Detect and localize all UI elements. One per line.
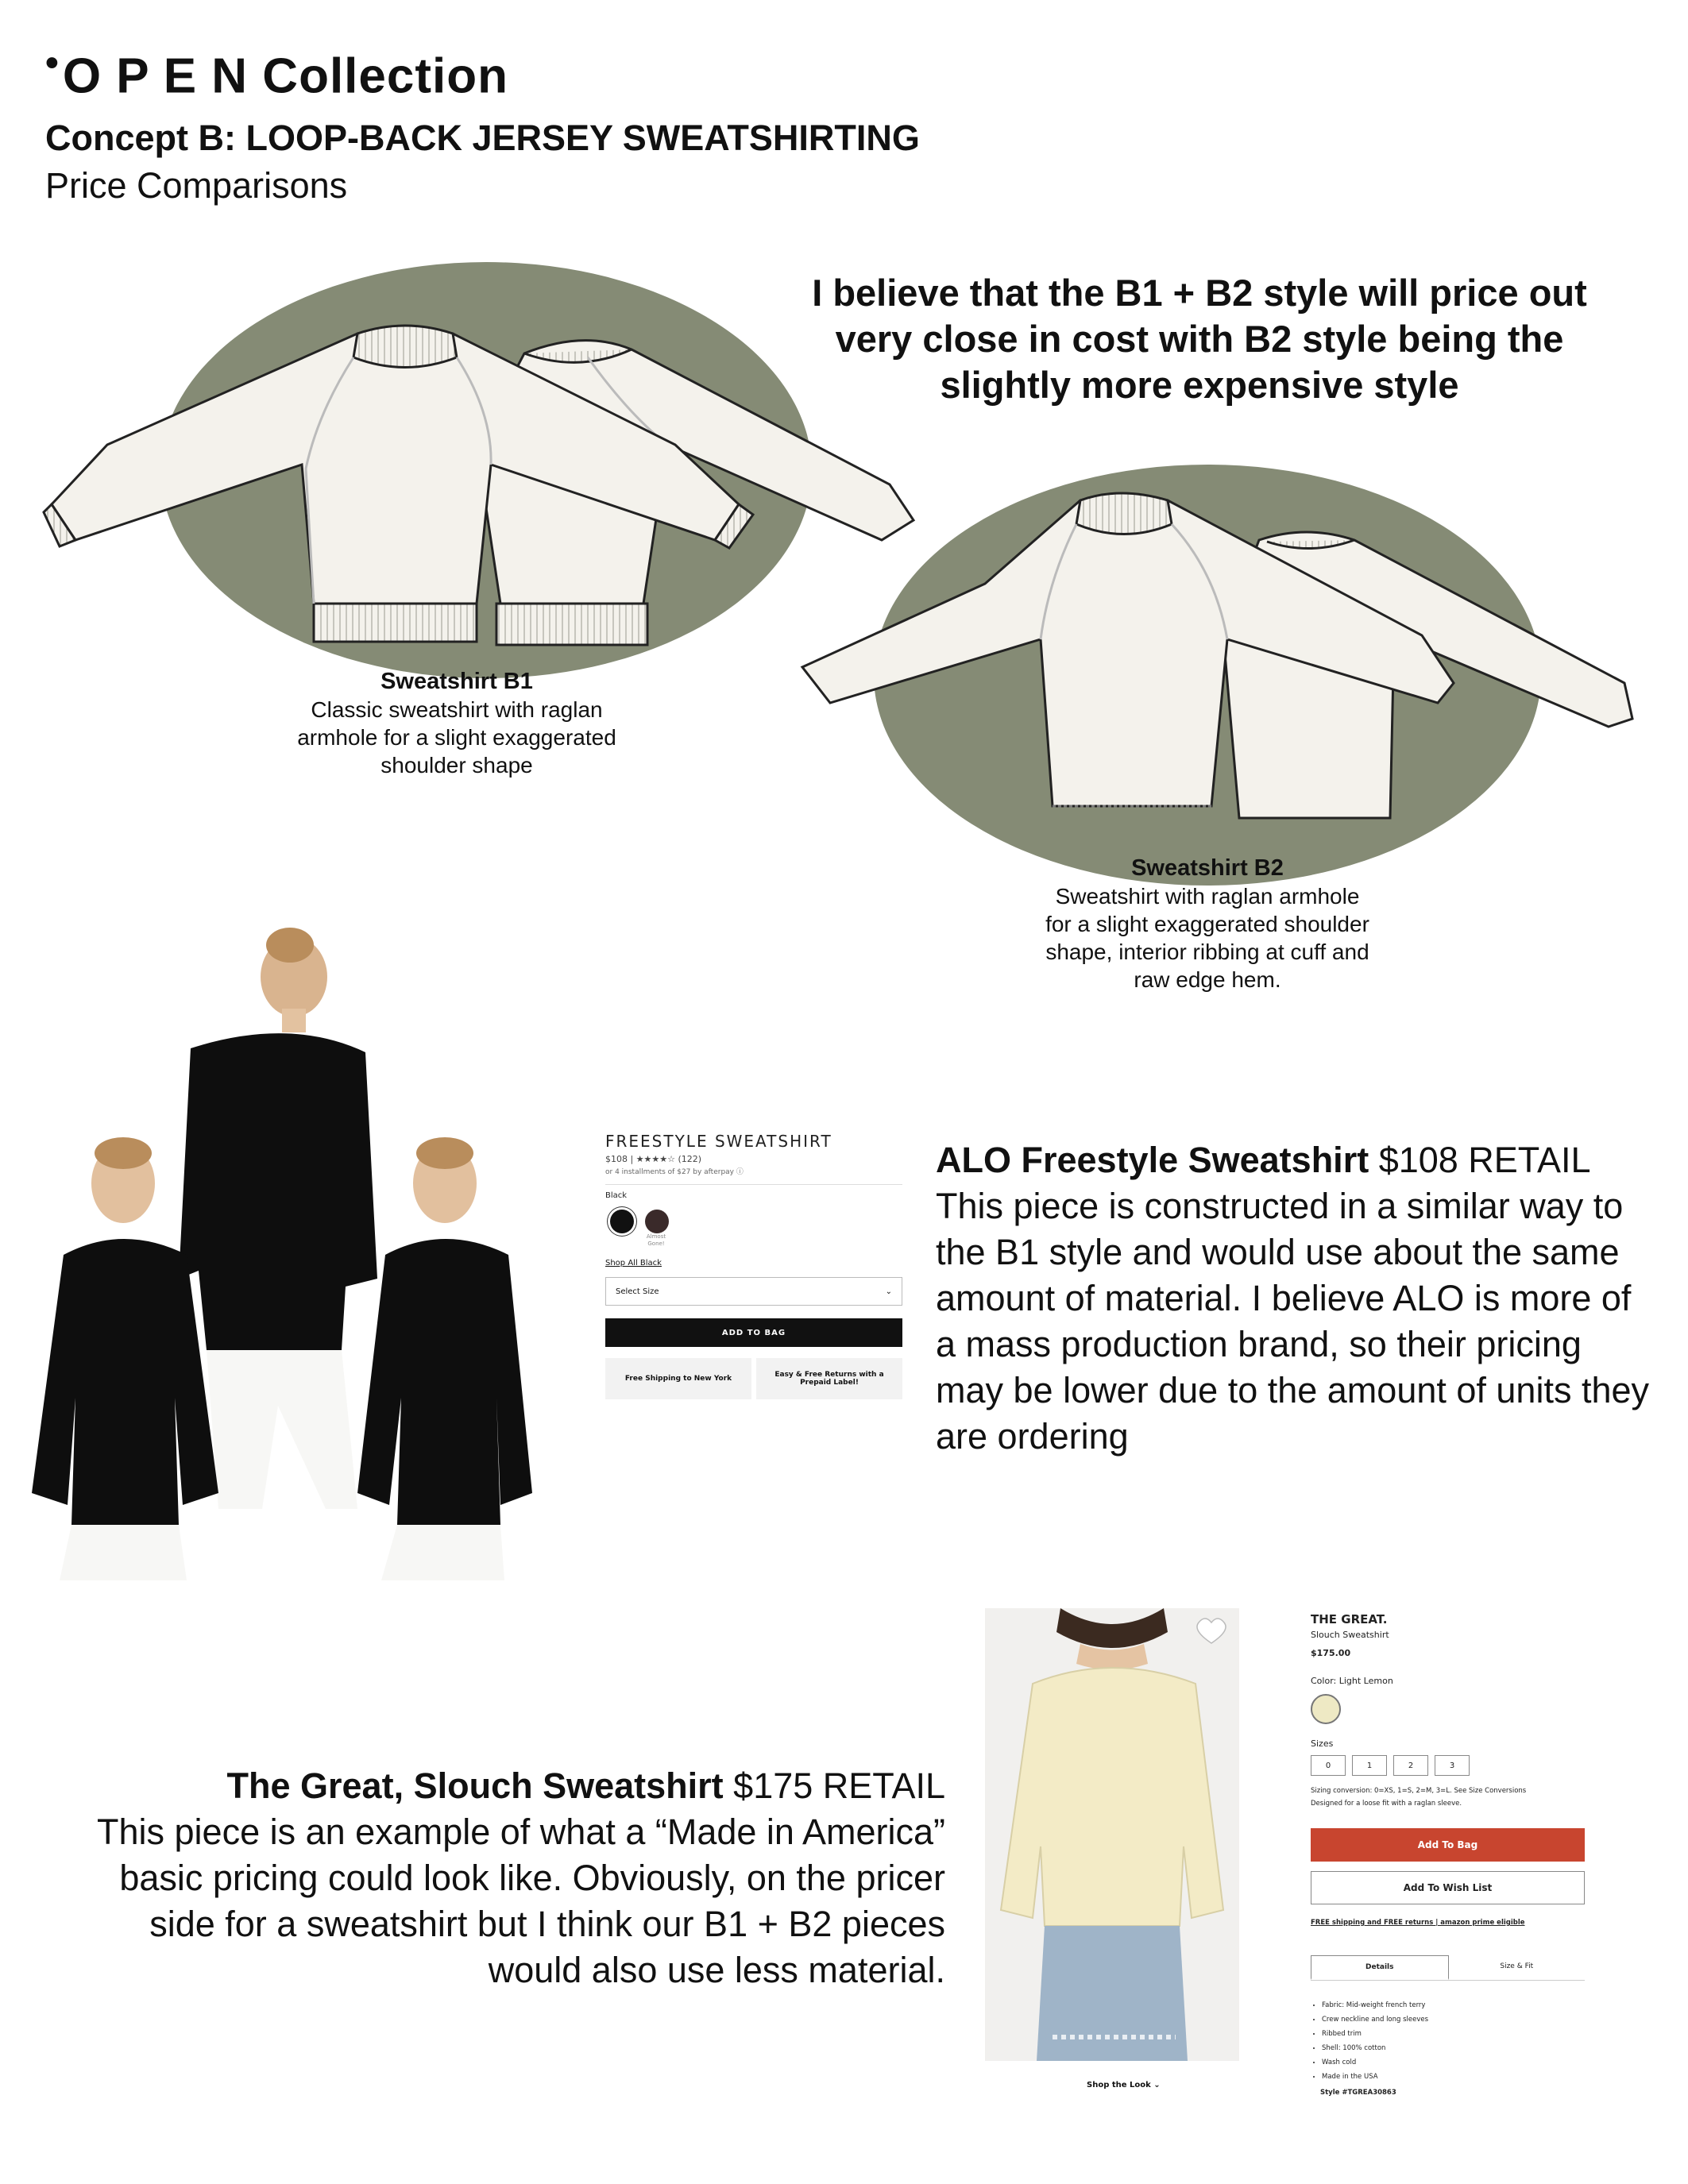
almost-gone-note: Almost Gone! (646, 1233, 666, 1247)
chevron-down-icon: ⌄ (885, 1287, 892, 1296)
alo-retail-price: $108 RETAIL (1369, 1140, 1591, 1180)
great-product-name: The Great, Slouch Sweatshirt (226, 1765, 724, 1806)
list-item: • Wash cold (1322, 2055, 1585, 2070)
size-select-label: Select Size (616, 1287, 659, 1296)
size-option-3[interactable]: 3 (1435, 1755, 1470, 1776)
great-price: $175.00 (1311, 1648, 1351, 1658)
swatch-light-lemon[interactable] (1311, 1694, 1341, 1724)
alo-product-title: FREESTYLE SWEATSHIRT (605, 1132, 832, 1151)
alo-color-label: Black (605, 1191, 628, 1200)
list-item: • Crew neckline and long sleeves (1322, 2012, 1585, 2027)
list-item: • Made in the USA (1322, 2070, 1585, 2084)
great-description: This piece is an example of what a “Made in America” basic pricing could look like. Obviously, on the pricer side for a sweatshirt but I think our B1 + B2 pieces would also use less material. (97, 1812, 945, 1990)
shop-all-black-link[interactable]: Shop All Black (605, 1259, 662, 1268)
list-item: • Shell: 100% cotton (1322, 2041, 1585, 2055)
swatch-black[interactable] (610, 1210, 634, 1233)
b1-description: Classic sweatshirt with raglan armhole for a slight exaggerated shoulder shape (297, 697, 616, 778)
b2-title: Sweatshirt B2 (1131, 855, 1284, 881)
tab-size-fit[interactable]: Size & Fit (1500, 1962, 1534, 1970)
b2-description: Sweatshirt with raglan armhole for a slight exaggerated shoulder shape, interior ribbing at cuff and raw edge hem. (1045, 884, 1369, 992)
free-returns-badge[interactable]: Easy & Free Returns with a Prepaid Label! (756, 1358, 902, 1399)
great-brand: THE GREAT. (1311, 1612, 1388, 1626)
b1-title: Sweatshirt B1 (380, 669, 533, 694)
great-product-card (1311, 1612, 1585, 2097)
size-option-2[interactable]: 2 (1393, 1755, 1428, 1776)
list-item: • Ribbed trim (1322, 2027, 1585, 2041)
sizes-label: Sizes (1311, 1738, 1334, 1749)
add-to-wish-list-button[interactable]: Add To Wish List (1311, 1871, 1585, 1904)
fit-note: Designed for a loose fit with a raglan sleeve. (1311, 1800, 1462, 1808)
size-select[interactable] (605, 1277, 902, 1306)
sizing-conversion: Sizing conversion: 0=XS, 1=S, 2=M, 3=L. See Size Conversions (1311, 1787, 1527, 1795)
detail-tabs (1311, 1955, 1585, 1981)
b2-caption (1041, 854, 1374, 994)
size-option-1[interactable]: 1 (1352, 1755, 1387, 1776)
alo-product-card (605, 1132, 902, 1433)
great-model-photo (985, 1608, 1239, 2061)
divider (605, 1184, 902, 1185)
great-comparison-text (79, 1763, 945, 1993)
great-product-title: Slouch Sweatshirt (1311, 1630, 1389, 1640)
bullet: • (45, 42, 60, 84)
technical-flats (0, 0, 1688, 1032)
size-option-0[interactable]: 0 (1311, 1755, 1346, 1776)
great-add-to-bag-button[interactable]: Add To Bag (1311, 1828, 1585, 1862)
belief-note: I believe that the B1 + B2 style will price out very close in cost with B2 style being the slightly more expensive style (812, 272, 1587, 406)
concept-title: Concept B: LOOP-BACK JERSEY SWEATSHIRTING (45, 118, 920, 158)
b1-caption (270, 667, 643, 779)
tab-details[interactable]: Details (1311, 1955, 1449, 1980)
swatch-almost-gone[interactable] (645, 1210, 669, 1233)
alo-price-rating: $108 | ★★★★☆ (122) (605, 1154, 702, 1164)
model-front-right (357, 1137, 532, 1580)
shipping-returns-link[interactable]: FREE shipping and FREE returns | amazon prime eligible (1311, 1919, 1525, 1927)
free-shipping-badge[interactable]: Free Shipping to New York (605, 1358, 751, 1399)
alo-comparison-text (936, 1137, 1659, 1460)
style-number: Style #TGREA30863 (1320, 2089, 1396, 2097)
great-retail-price: $175 RETAIL (723, 1765, 945, 1806)
brand-name: O P E N Collection (62, 48, 508, 104)
alo-installments[interactable]: or 4 installments of $27 by afterpay ⓘ (605, 1168, 744, 1176)
size-options (1311, 1755, 1585, 1776)
list-item: • Fabric: Mid-weight french terry (1322, 1998, 1585, 2012)
alo-product-name: ALO Freestyle Sweatshirt (936, 1140, 1369, 1180)
alo-description: This piece is constructed in a similar way to the B1 style and would use about the same amount of material. I believe ALO is more of a mass production brand, so their pricing may be lower due to the amount of units they are ordering (936, 1186, 1650, 1457)
great-color-label: Color: Light Lemon (1311, 1676, 1393, 1686)
shop-the-look-link[interactable]: Shop the Look ⌄ (1087, 2081, 1161, 2089)
alo-add-to-bag-button[interactable]: ADD TO BAG (605, 1318, 902, 1347)
page-subtitle: Price Comparisons (45, 165, 348, 206)
details-list (1322, 1998, 1585, 2084)
